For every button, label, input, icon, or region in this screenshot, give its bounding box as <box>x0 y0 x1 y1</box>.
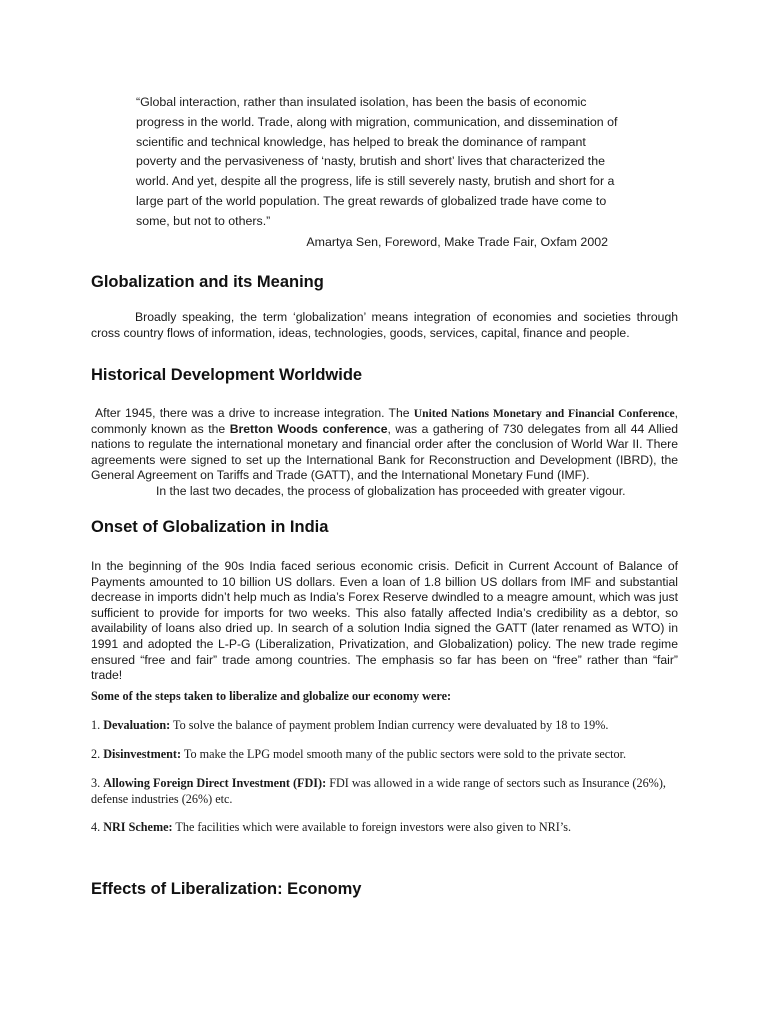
heading-onset-india: Onset of Globalization in India <box>91 518 329 536</box>
step-number: 4. <box>91 820 104 834</box>
epigraph-quote: “Global interaction, rather than insulated isolation, has been the basis of economic progress in the world. Trade, along with migration, communication, and dissemination of scientific and technical knowledge, has helped to break the dominance of rampant poverty and the pervasiveness of ‘nasty, brutish and short’ lives that characterized the world. And yet, despite all the progress, life is still severely nasty, brutish and short for a large part of the world population. The great rewards of globalized trade have come to some, but not to others.” <box>136 95 618 228</box>
step-text: To make the LPG model smooth many of the public sectors were sold to the private sector. <box>181 747 627 761</box>
step-term: NRI Scheme: <box>103 820 173 834</box>
step-term: Devaluation: <box>103 718 171 732</box>
step-text: To solve the balance of payment problem Indian currency were devaluated by 18 to 19%. <box>170 718 609 732</box>
step-term: Disinvestment: <box>103 747 182 761</box>
step-item-devaluation <box>91 718 678 734</box>
step-text: FDI was allowed in a wide range of sectors such as Insurance (26%), defense industries (26%) etc. <box>91 776 666 806</box>
onset-paragraph: In the beginning of the 90s India faced serious economic crisis. Deficit in Current Account of Balance of Payments amounted to 10 billion US dollars. Even a loan of 1.8 billion US dollars from IMF and substantial decrease in imports didn’t help much as India’s Forex Reserve dwindled to a meagre amount, which was just sufficient to provide for imports for two weeks. This also fatally affected India’s credibility as a debtor, so availability of loans also dried up. In search of a solution India signed the GATT (later renamed as WTO) in 1991 and adopted the L-P-G (Liberalization, Privatization, and Globalization) policy. The new trade regime ensured “free and fair” trade among countries. The emphasis so far has been on “free” rather than “fair” trade! <box>91 559 678 683</box>
bretton-woods-name: Bretton Woods conference <box>229 421 388 436</box>
heading-effects-liberalization: Effects of Liberalization: Economy <box>91 880 362 898</box>
steps-heading-text: Some of the steps taken to liberalize and globalize our economy were: <box>91 689 452 703</box>
steps-heading <box>91 689 678 705</box>
historical-closing: In the last two decades, the process of globalization has proceeded with greater vigour. <box>156 483 626 498</box>
quote-attribution: Amartya Sen, Foreword, Make Trade Fair, Oxfam 2002 <box>306 235 608 249</box>
step-item-fdi <box>91 776 678 807</box>
un-conference-name: United Nations Monetary and Financial Conference <box>413 407 675 420</box>
step-number: 1. <box>91 718 104 732</box>
step-number: 2. <box>91 747 104 761</box>
step-term: Allowing Foreign Direct Investment (FDI): <box>103 776 327 790</box>
historical-known-as: , commonly known as the <box>91 406 679 436</box>
step-text: The facilities which were available to foreign investors were also given to NRI’s. <box>172 820 572 834</box>
meaning-text: Broadly speaking, the term ‘globalization’ means integration of economies and societies through cross country flows of information, ideas, technologies, goods, services, capital, finance and people. <box>91 310 678 340</box>
step-item-disinvestment <box>91 747 678 763</box>
historical-intro: After 1945, there was a drive to increase integration. The <box>95 406 414 420</box>
historical-paragraph <box>91 406 678 500</box>
historical-body: , was a gathering of 730 delegates from all 44 Allied nations to regulate the international monetary and financial order after the conclusion of World War II. There agreements were signed to set up the International Bank for Reconstruction and Development (IBRD), the General Agreement on Tariffs and Trade (GATT), and the International Monetary Fund (IMF). <box>91 421 678 483</box>
heading-historical-development: Historical Development Worldwide <box>91 366 363 384</box>
step-item-nri <box>91 820 678 836</box>
step-number: 3. <box>91 776 104 790</box>
meaning-paragraph <box>91 310 678 341</box>
heading-globalization-meaning: Globalization and its Meaning <box>91 273 324 291</box>
